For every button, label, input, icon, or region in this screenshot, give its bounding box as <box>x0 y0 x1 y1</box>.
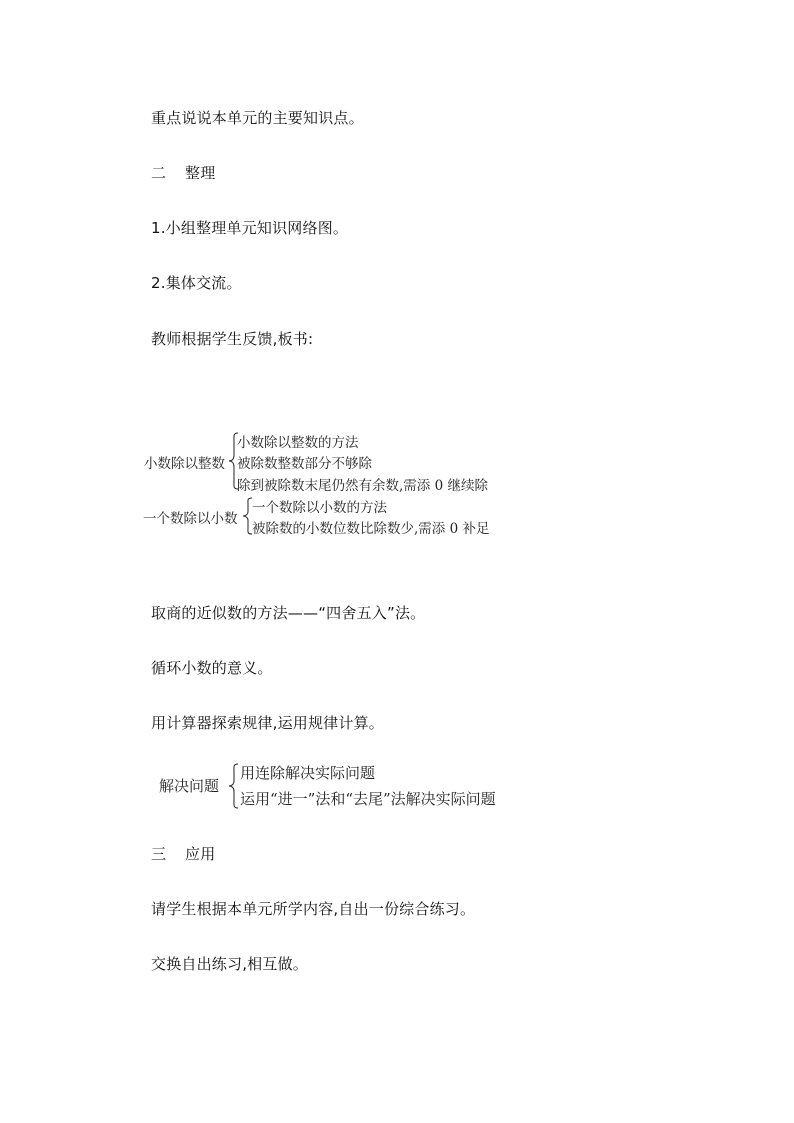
section-title: 应用 <box>185 845 216 863</box>
brace-label: 一个数除以小数 <box>143 511 238 527</box>
section-number: 二 <box>151 164 167 182</box>
brace-label: 解决问题 <box>159 777 220 795</box>
section-title: 整理 <box>185 164 216 182</box>
repeating-decimal-paragraph: 循环小数的意义。 <box>151 659 273 677</box>
approximation-paragraph: 取商的近似数的方法——“四舍五入”法。 <box>151 604 426 622</box>
brace-item: 被除数的小数位数比除数少,需添 0 补足 <box>252 521 490 537</box>
left-brace-icon <box>228 763 240 809</box>
brace-item: 运用“进一”法和“去尾”法解决实际问题 <box>240 790 496 808</box>
brace-item: 被除数整数部分不够除 <box>237 456 372 472</box>
step-2-paragraph: 2.集体交流。 <box>151 274 242 292</box>
intro-paragraph: 重点说说本单元的主要知识点。 <box>151 109 364 127</box>
brace-label: 小数除以整数 <box>144 456 225 472</box>
section-heading-3 <box>151 844 215 864</box>
calculator-paragraph: 用计算器探索规律,运用规律计算。 <box>151 714 384 732</box>
teacher-note-paragraph: 教师根据学生反馈,板书: <box>151 330 314 348</box>
step-1-paragraph: 1.小组整理单元知识网络图。 <box>151 219 349 237</box>
brace-item: 除到被除数末尾仍然有余数,需添 0 继续除 <box>237 478 488 494</box>
section-number: 三 <box>151 845 167 863</box>
brace-item: 小数除以整数的方法 <box>237 435 359 451</box>
brace-item: 一个数除以小数的方法 <box>252 500 387 516</box>
apply-1-paragraph: 请学生根据本单元所学内容,自出一份综合练习。 <box>151 900 476 918</box>
brace-item: 用连除解决实际问题 <box>240 764 376 782</box>
apply-2-paragraph: 交换自出练习,相互做。 <box>151 955 308 973</box>
section-heading-2 <box>151 163 215 183</box>
